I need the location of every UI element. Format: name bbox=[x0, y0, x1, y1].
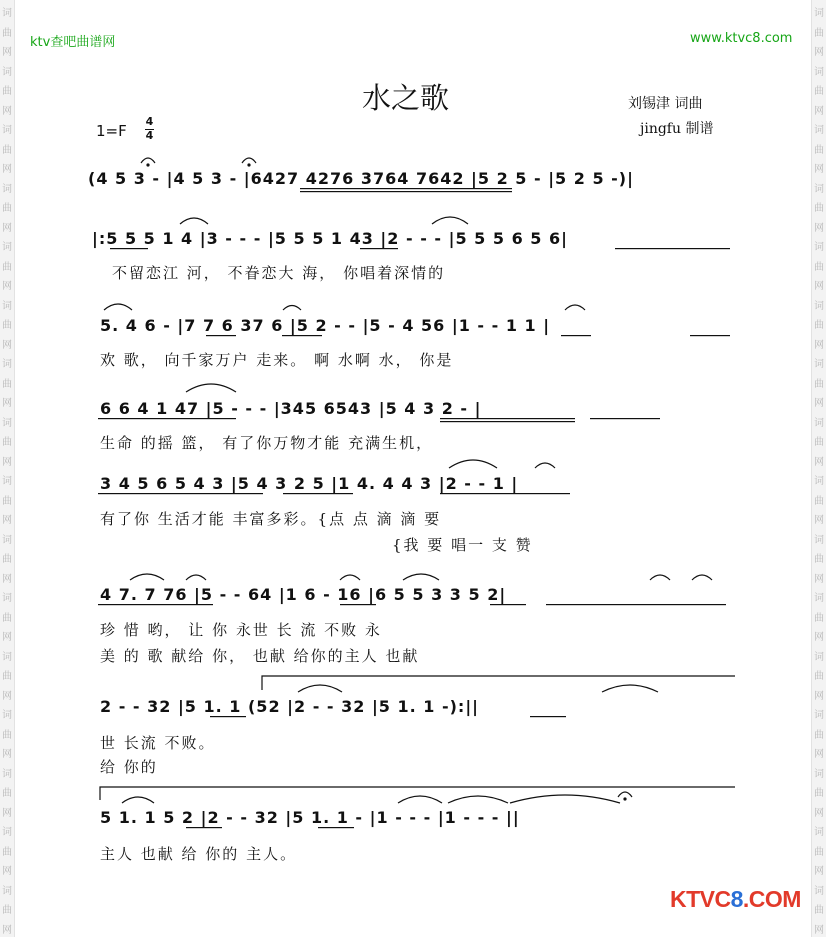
watermark-glyph: 网 bbox=[2, 866, 12, 877]
watermark-glyph: 词 bbox=[814, 300, 824, 312]
watermark-glyph: 网 bbox=[814, 807, 824, 819]
watermark-glyph: 曲 bbox=[2, 437, 12, 448]
watermark-glyph: 网 bbox=[2, 105, 12, 117]
tie-mark bbox=[180, 218, 208, 224]
lyrics-row-5b: {我 要 唱一 支 赞 bbox=[392, 536, 533, 554]
site-url-right[interactable]: www.ktvc8.com bbox=[690, 31, 793, 46]
lyrics-row-5: 有了你 生活才能 丰富多彩。{点 点 滴 滴 要 bbox=[100, 510, 442, 528]
watermark-glyph: 词 bbox=[2, 359, 12, 370]
watermark-glyph: 词 bbox=[814, 476, 824, 487]
watermark-glyph: 词 bbox=[2, 593, 12, 604]
watermark-glyph: 网 bbox=[2, 339, 12, 351]
tie-mark bbox=[535, 463, 555, 468]
tie-mark bbox=[186, 384, 236, 392]
watermark-glyph: 词 bbox=[814, 593, 824, 604]
watermark-glyph: 词 bbox=[2, 8, 12, 19]
tie-mark bbox=[104, 304, 132, 310]
watermark-glyph: 曲 bbox=[2, 144, 12, 156]
watermark-glyph: 网 bbox=[2, 690, 12, 702]
tie-mark bbox=[283, 306, 301, 311]
watermark-glyph: 曲 bbox=[2, 86, 12, 97]
logo-accent: 8 bbox=[730, 886, 743, 912]
tie-mark bbox=[186, 575, 206, 580]
watermark-glyph: 曲 bbox=[814, 788, 824, 799]
watermark-glyph: 曲 bbox=[2, 612, 12, 624]
watermark-glyph: 曲 bbox=[814, 671, 824, 682]
lyrics-row-6b: 美 的 歌 献给 你， 也献 给你的主人 也献 bbox=[100, 647, 420, 665]
watermark-glyph: 网 bbox=[814, 281, 824, 292]
watermark-glyph: 曲 bbox=[814, 27, 824, 39]
score-row-1: (4 5 3 - |4 5 3 - |6427 4276 3764 7642 |5 2 5 - |5 2 5 -)| bbox=[88, 169, 634, 188]
watermark-glyph: 词 bbox=[814, 8, 824, 19]
watermark-glyph: 曲 bbox=[2, 203, 12, 214]
time-denominator: 4 bbox=[145, 129, 154, 142]
watermark-glyph: 曲 bbox=[814, 846, 824, 858]
fermata-mark bbox=[141, 158, 155, 163]
watermark-glyph: 网 bbox=[2, 515, 12, 526]
score-row-2: |:5 5 5 1 4 |3 - - - |5 5 5 1 43 |2 - - - |5 5 5 6 5 6| bbox=[92, 229, 568, 248]
watermark-glyph: 词 bbox=[2, 476, 12, 487]
lyrics-row-6: 珍 惜 哟， 让 你 永世 长 流 不败 永 bbox=[100, 621, 382, 639]
watermark-glyph: 网 bbox=[2, 398, 12, 409]
watermark-glyph: 词 bbox=[2, 885, 12, 897]
tie-mark bbox=[650, 575, 670, 580]
watermark-glyph: 词 bbox=[814, 183, 824, 195]
watermark-glyph: 词 bbox=[814, 125, 824, 136]
watermark-glyph: 词 bbox=[2, 651, 12, 663]
watermark-glyph: 词 bbox=[2, 710, 12, 721]
watermark-glyph: 曲 bbox=[2, 320, 12, 331]
key-signature: 1=F bbox=[96, 122, 127, 140]
watermark-glyph: 曲 bbox=[2, 554, 12, 565]
lyrics-row-4: 生命 的摇 篮， 有了你万物才能 充满生机， bbox=[100, 434, 434, 452]
lyrics-row-3: 欢 歌， 向千家万户 走来。 啊 水啊 水， 你是 bbox=[100, 351, 454, 369]
watermark-glyph: 网 bbox=[2, 222, 12, 234]
watermark-glyph: 网 bbox=[2, 47, 12, 58]
watermark-glyph: 曲 bbox=[814, 203, 824, 214]
watermark-glyph: 词 bbox=[2, 242, 12, 253]
tie-mark bbox=[403, 574, 439, 580]
volta-bracket bbox=[100, 787, 735, 800]
watermark-glyph: 词 bbox=[814, 242, 824, 253]
score-row-5: 3 4 5 6 5 4 3 |5 4 3 2 5 |1 4. 4 4 3 |2 - - 1 | bbox=[100, 474, 519, 493]
lyrics-row-7b: 给 你的 bbox=[100, 758, 158, 776]
score-row-7: 2 - - 32 |5 1. 1 (52 |2 - - 32 |5 1. 1 -):|| bbox=[100, 697, 480, 716]
watermark-glyph: 曲 bbox=[814, 612, 824, 624]
watermark-glyph: 网 bbox=[2, 749, 12, 760]
watermark-glyph: 曲 bbox=[2, 905, 12, 916]
ktvc8-logo[interactable] bbox=[670, 886, 801, 913]
tie-mark bbox=[130, 574, 164, 580]
watermark-glyph: 网 bbox=[814, 690, 824, 702]
watermark-glyph: 网 bbox=[814, 515, 824, 526]
watermark-glyph: 网 bbox=[814, 456, 824, 468]
watermark-glyph: 网 bbox=[2, 281, 12, 292]
song-title: 水之歌 bbox=[362, 81, 450, 115]
watermark-glyph: 曲 bbox=[2, 27, 12, 39]
watermark-glyph: 词 bbox=[814, 768, 824, 780]
watermark-glyph: 词 bbox=[814, 885, 824, 897]
fermata-mark bbox=[618, 792, 632, 797]
watermark-glyph: 词 bbox=[2, 768, 12, 780]
watermark-glyph: 曲 bbox=[814, 144, 824, 156]
watermark-glyph: 词 bbox=[2, 183, 12, 195]
time-numerator: 4 bbox=[145, 115, 154, 128]
watermark-glyph: 网 bbox=[814, 749, 824, 760]
score-row-4: 6 6 4 1 47 |5 - - - |345 6543 |5 4 3 2 - | bbox=[100, 399, 482, 418]
tie-mark bbox=[122, 797, 154, 803]
fermata-mark bbox=[242, 158, 256, 163]
site-name-left[interactable]: ktv查吧曲谱网 bbox=[30, 35, 116, 50]
watermark-glyph: 词 bbox=[2, 300, 12, 312]
watermark-glyph: 网 bbox=[814, 105, 824, 117]
logo-main: KTVC bbox=[670, 886, 731, 912]
logo-tail: .COM bbox=[742, 886, 801, 912]
tie-mark bbox=[340, 575, 360, 580]
watermark-glyph: 词 bbox=[2, 125, 12, 136]
watermark-glyph: 网 bbox=[814, 866, 824, 877]
watermark-glyph: 网 bbox=[814, 164, 824, 175]
watermark-glyph: 曲 bbox=[814, 437, 824, 448]
watermark-glyph: 词 bbox=[814, 710, 824, 721]
watermark-glyph: 曲 bbox=[814, 729, 824, 741]
tie-mark bbox=[449, 460, 497, 468]
watermark-glyph: 网 bbox=[814, 222, 824, 234]
watermark-glyph: 网 bbox=[814, 573, 824, 585]
watermark-glyph: 曲 bbox=[814, 378, 824, 390]
watermark-glyph: 曲 bbox=[814, 495, 824, 507]
tie-mark bbox=[398, 796, 442, 803]
score-row-3: 5. 4 6 - |7 7 6 37 6 |5 2 - - |5 - 4 56 |1 - - 1 1 | bbox=[100, 316, 551, 335]
watermark-glyph: 词 bbox=[2, 417, 12, 429]
watermark-glyph: 网 bbox=[2, 164, 12, 175]
tie-mark bbox=[510, 795, 620, 803]
arranger: jingfu 制谱 bbox=[640, 121, 714, 137]
watermark-glyph: 曲 bbox=[2, 495, 12, 507]
lyricist-composer: 刘锡津 词曲 bbox=[628, 96, 703, 112]
watermark-glyph: 网 bbox=[2, 456, 12, 468]
watermark-glyph: 曲 bbox=[814, 554, 824, 565]
watermark-glyph: 词 bbox=[2, 534, 12, 546]
watermark-glyph: 网 bbox=[2, 924, 12, 936]
watermark-glyph: 网 bbox=[814, 339, 824, 351]
lyrics-row-8: 主人 也献 给 你的 主人。 bbox=[100, 845, 298, 863]
watermark-glyph: 曲 bbox=[2, 671, 12, 682]
watermark-glyph: 曲 bbox=[814, 320, 824, 331]
watermark-glyph: 曲 bbox=[814, 86, 824, 97]
watermark-glyph: 词 bbox=[814, 66, 824, 78]
watermark-glyph: 词 bbox=[814, 417, 824, 429]
watermark-glyph: 曲 bbox=[814, 905, 824, 916]
watermark-glyph: 曲 bbox=[2, 261, 12, 273]
watermark-glyph: 词 bbox=[2, 66, 12, 78]
tie-mark bbox=[602, 685, 658, 692]
watermark-glyph: 词 bbox=[814, 359, 824, 370]
watermark-glyph: 网 bbox=[814, 924, 824, 936]
watermark-glyph: 词 bbox=[814, 534, 824, 546]
tie-mark bbox=[432, 217, 468, 224]
watermark-glyph: 网 bbox=[2, 573, 12, 585]
watermark-glyph: 曲 bbox=[2, 788, 12, 799]
watermark-glyph: 词 bbox=[814, 651, 824, 663]
watermark-glyph: 网 bbox=[814, 47, 824, 58]
watermark-glyph: 词 bbox=[814, 827, 824, 838]
lyrics-row-2: 不留恋江 河， 不眷恋大 海， 你唱着深情的 bbox=[112, 264, 446, 282]
watermark-glyph: 词 bbox=[2, 827, 12, 838]
tie-mark bbox=[565, 305, 585, 310]
tie-mark bbox=[692, 575, 712, 580]
watermark-glyph: 网 bbox=[2, 807, 12, 819]
score-row-8: 5 1. 1 5 2 |2 - - 32 |5 1. 1 - |1 - - - |1 - - - || bbox=[100, 808, 520, 827]
tie-mark bbox=[298, 685, 342, 692]
watermark-glyph: 网 bbox=[814, 398, 824, 409]
watermark-glyph: 曲 bbox=[814, 261, 824, 273]
tie-mark bbox=[448, 796, 508, 803]
score-row-6: 4 7. 7 76 |5 - - 64 |1 6 - 16 |6 5 5 3 3 5 2| bbox=[100, 585, 507, 604]
watermark-glyph: 曲 bbox=[2, 378, 12, 390]
watermark-glyph: 网 bbox=[2, 632, 12, 643]
lyrics-row-7: 世 长流 不败。 bbox=[100, 734, 216, 752]
watermark-glyph: 曲 bbox=[2, 846, 12, 858]
watermark-glyph: 网 bbox=[814, 632, 824, 643]
watermark-glyph: 曲 bbox=[2, 729, 12, 741]
